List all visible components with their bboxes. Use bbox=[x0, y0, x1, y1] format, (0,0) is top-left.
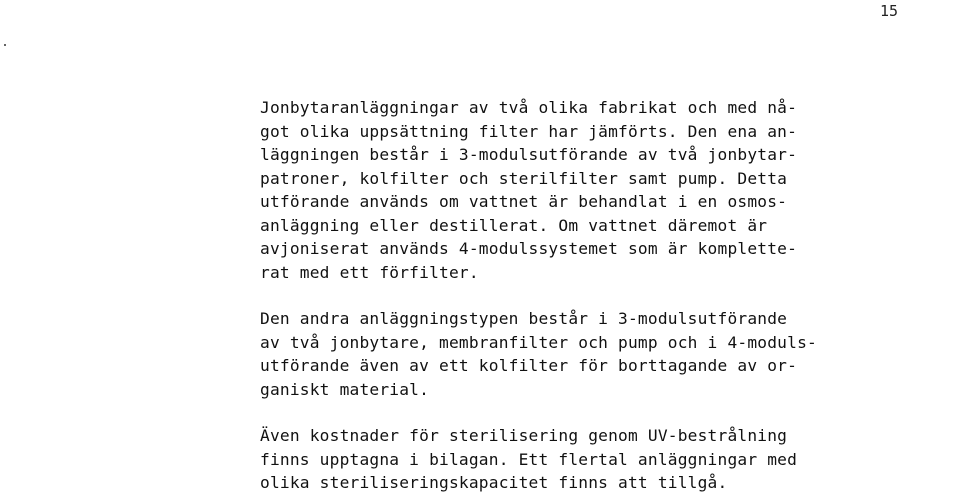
text-line: got olika uppsättning filter har jämförts. Den ena an- bbox=[260, 121, 798, 141]
text-line: ganiskt material. bbox=[260, 379, 430, 399]
text-line: avjoniserat används 4-modulssystemet som är komplette- bbox=[260, 239, 798, 258]
text-line: läggningen består i 3-modulsutförande av två jonbytar- bbox=[260, 145, 798, 164]
paragraph-3 bbox=[260, 424, 950, 495]
paragraph-2 bbox=[260, 307, 950, 401]
text-line: anläggning eller destillerat. Om vattnet däremot är bbox=[260, 215, 768, 235]
text-line: utförande används om vattnet är behandlat i en osmos- bbox=[260, 192, 788, 211]
text-line: olika steriliseringskapacitet finns att tillgå. bbox=[260, 473, 728, 492]
body-text bbox=[260, 96, 950, 495]
text-line: Den andra anläggningstypen består i 3-modulsutförande bbox=[260, 309, 788, 328]
text-line: finns upptagna i bilagan. Ett flertal anläggningar med bbox=[260, 449, 798, 469]
paragraph-1 bbox=[260, 96, 950, 284]
text-line: rat med ett förfilter. bbox=[260, 262, 479, 282]
scan-speck bbox=[4, 44, 6, 46]
text-line: utförande även av ett kolfilter för borttagande av or- bbox=[260, 356, 798, 375]
text-line: av två jonbytare, membranfilter och pump och i 4-moduls- bbox=[260, 332, 817, 352]
text-line: patroner, kolfilter och sterilfilter samt pump. Detta bbox=[260, 168, 788, 188]
page-number: 15 bbox=[880, 2, 899, 20]
text-line: Även kostnader för sterilisering genom UV-bestrålning bbox=[260, 426, 788, 445]
text-line: Jonbytaranläggningar av två olika fabrikat och med nå- bbox=[260, 98, 798, 117]
